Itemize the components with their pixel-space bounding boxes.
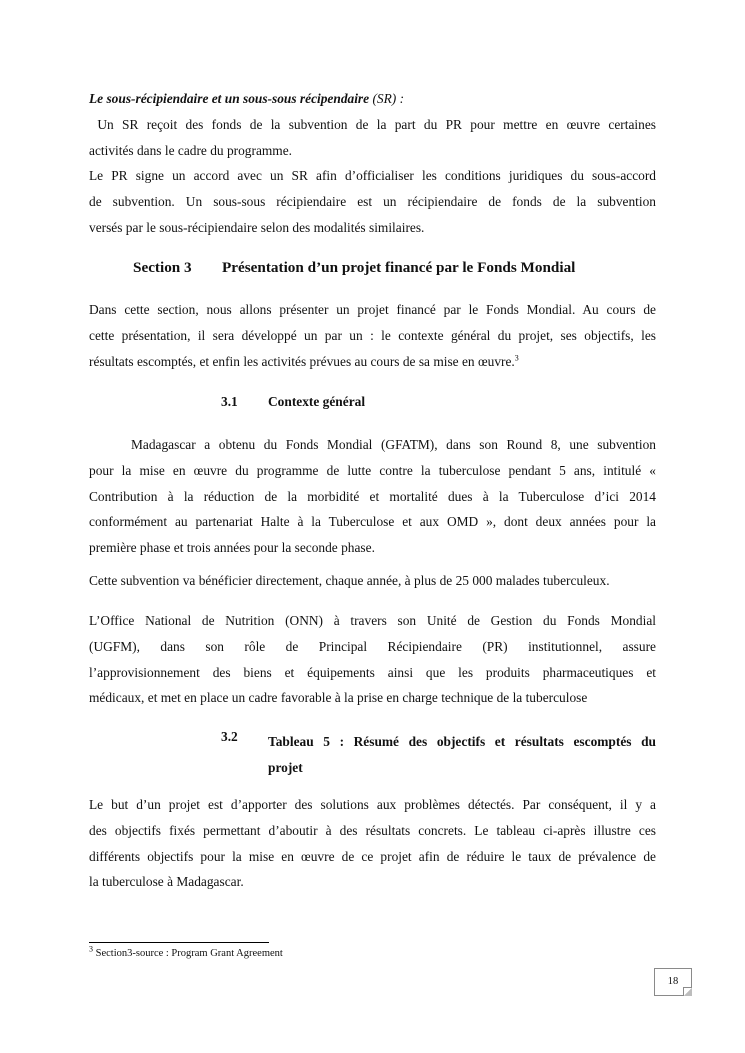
section3-paragraph: Dans cette section, nous allons présenter un projet financé par le Fonds Mondial. Au cours de cette présentation, il sera développé un par un : le contexte général du projet, ses objectifs, les résultats escomptés, et enfin les activités prévues au cours de sa mise en œuvre.$^3$ [89,302,656,369]
section-title: Présentation d’un projet financé par le Fonds Mondial [222,259,576,276]
subsection-3-2-number: 3.2 [221,729,238,744]
context-paragraph-1: Madagascar a obtenu du Fonds Mondial (GFATM), dans son Round 8, une subvention pour la mise en œuvre du programme de lutte contre la tuberculose pendant 5 ans, intitulé « Contribution à la réduction de la morbidité et mortalité dues à la Tuberculose d’ici 2014 conformément au partenariat Halte à la Tuberculose et aux OMD », dont deux années pour la première phase et trois années pour la seconde phase. [89,437,656,556]
subsection-3-1-title: Contexte général [268,394,366,409]
page-corner-fold [683,987,692,996]
context-paragraph-3: L’Office National de Nutrition (ONN) à travers son Unité de Gestion du Fonds Mondial (UGFM), dans son rôle de Principal Récipiendaire (PR) institutionnel, assure l’approvisionnement des biens et équipements ainsi que les produits pharmaceutiques et médicaux, et met en place un cadre favorable à la prise en charge technique de la tuberculose [89,613,656,706]
objectives-paragraph: Le but d’un projet est d’apporter des solutions aux problèmes détectés. Par conséquent, il y a des objectifs fixés permettant d’aboutir à des résultats concrets. Le tableau ci-après illustre ces différents objectifs pour la mise en œuvre de ce projet afin de réduire le taux de prévalence de la tuberculose à Madagascar. [89,797,656,890]
footnote-reference[interactable]: 3 [514,353,519,363]
subsection-3-2-title: Tableau 5 : Résumé des objectifs et résultats escomptés du projet [268,734,656,775]
footnote: $^3$ Section3-source : Program Grant Agreement [89,944,283,959]
context-paragraph-2: Cette subvention va bénéficier directement, chaque année, à plus de 25 000 malades tuberculeux. [89,573,610,588]
intro-heading: Le sous-récipiendaire et un sous-sous récipendaire (SR) : [89,91,405,106]
section-number: Section 3 [133,259,192,276]
footnote-separator [89,942,269,943]
intro-paragraph-2: Le PR signe un accord avec un SR afin d’officialiser les conditions juridiques du sous-accord de subvention. Un sous-sous récipiendaire est un récipiendaire de fonds de la subvention versés par le sous-récipiendaire selon des modalités similaires. [89,168,656,235]
subsection-3-1-number: 3.1 [221,394,238,409]
intro-paragraph-1: Un SR reçoit des fonds de la subvention de la part du PR pour mettre en œuvre certaines activités dans le cadre du programme. [89,117,656,158]
page-number: 18 [667,976,679,987]
page-number-box [654,968,692,996]
footnote-marker: 3 [89,944,93,954]
